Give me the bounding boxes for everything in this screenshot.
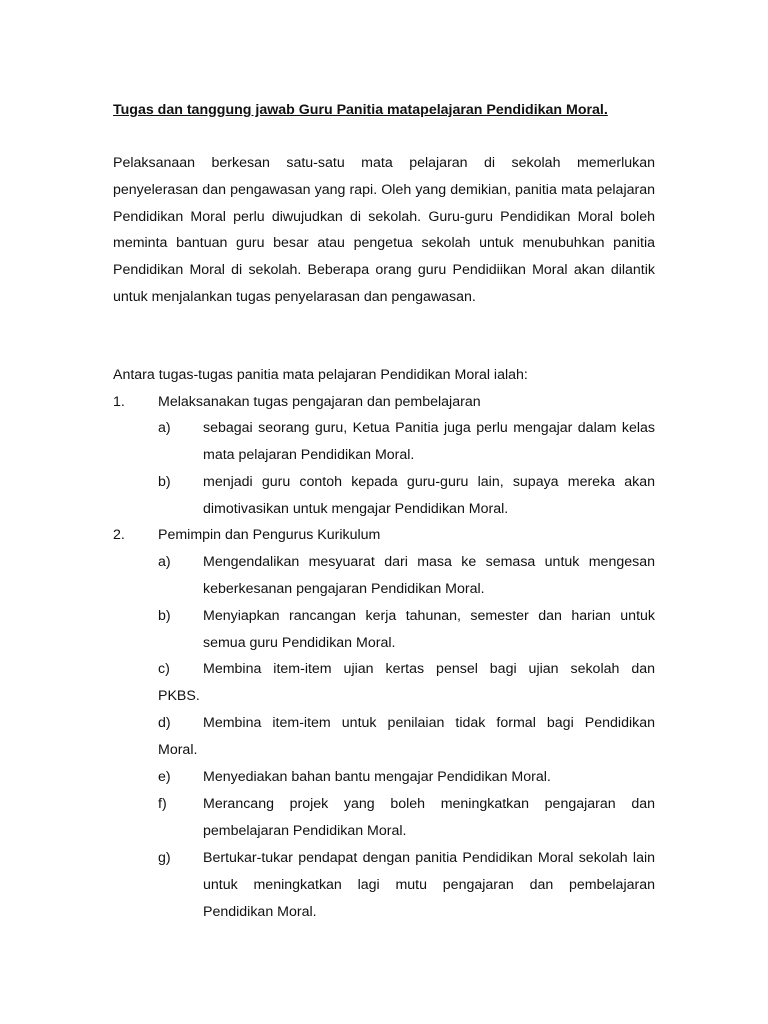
- item-text-continuation: PKBS.: [158, 687, 200, 704]
- item-text-continuation: Moral.: [158, 741, 198, 758]
- list-item: Merancang projek yang boleh meningkatkan pengajaran dan pembelajaran Pendidikan Moral.: [203, 796, 655, 839]
- item-text-first-line: Membina item-item untuk penilaian tidak formal bagi Pendidikan: [203, 715, 655, 731]
- list-item: Menyediakan bahan bantu mengajar Pendidikan Moral.: [203, 769, 551, 785]
- item-letter: d): [158, 715, 171, 731]
- item-letter: b): [158, 608, 171, 624]
- list-intro: Antara tugas-tugas panitia mata pelajaran Pendidikan Moral ialah:: [113, 367, 528, 383]
- item-text-first-line: Membina item-item ujian kertas pensel bagi ujian sekolah dan: [203, 661, 655, 677]
- list-item: Bertukar-tukar pendapat dengan panitia Pendidikan Moral sekolah lain untuk meningkatkan lagi mutu pengajaran dan pembelajaran Pendidikan Moral.: [203, 850, 655, 920]
- list-item: [158, 656, 655, 710]
- list-item: [158, 710, 655, 764]
- list-item: menjadi guru contoh kepada guru-guru lain, supaya mereka akan dimotivasikan untuk mengajar Pendidikan Moral.: [203, 474, 655, 517]
- item-letter: c): [158, 661, 170, 677]
- section-number: 2.: [113, 527, 125, 543]
- item-letter: e): [158, 769, 171, 785]
- item-letter: b): [158, 474, 171, 490]
- list-item: Mengendalikan mesyuarat dari masa ke semasa untuk mengesan keberkesanan pengajaran Pendidikan Moral.: [203, 554, 655, 597]
- section-heading: Melaksanakan tugas pengajaran dan pembelajaran: [158, 394, 481, 410]
- list-item: sebagai seorang guru, Ketua Panitia juga perlu mengajar dalam kelas mata pelajaran Pendidikan Moral.: [203, 420, 655, 463]
- intro-paragraph: Pelaksanaan berkesan satu-satu mata pelajaran di sekolah memerlukan penyelerasan dan pengawasan yang rapi. Oleh yang demikian, panitia mata pelajaran Pendidikan Moral perlu diwujudkan di sekolah. Guru-guru Pendidikan Moral boleh meminta bantuan guru besar atau pengetua sekolah untuk menubuhkan panitia Pendidikan Moral di sekolah. Beberapa orang guru Pendidiikan Moral akan dilantik untuk menjalankan tugas penyelarasan dan pengawasan.: [113, 155, 655, 305]
- list-item: Menyiapkan rancangan kerja tahunan, semester dan harian untuk semua guru Pendidikan Moral.: [203, 608, 655, 651]
- section-heading: Pemimpin dan Pengurus Kurikulum: [158, 527, 381, 543]
- item-letter: g): [158, 850, 171, 866]
- section-number: 1.: [113, 394, 125, 410]
- item-letter: a): [158, 554, 171, 570]
- item-letter: a): [158, 420, 171, 436]
- document-title: Tugas dan tanggung jawab Guru Panitia matapelajaran Pendidikan Moral.: [113, 102, 608, 118]
- item-letter: f): [158, 796, 167, 812]
